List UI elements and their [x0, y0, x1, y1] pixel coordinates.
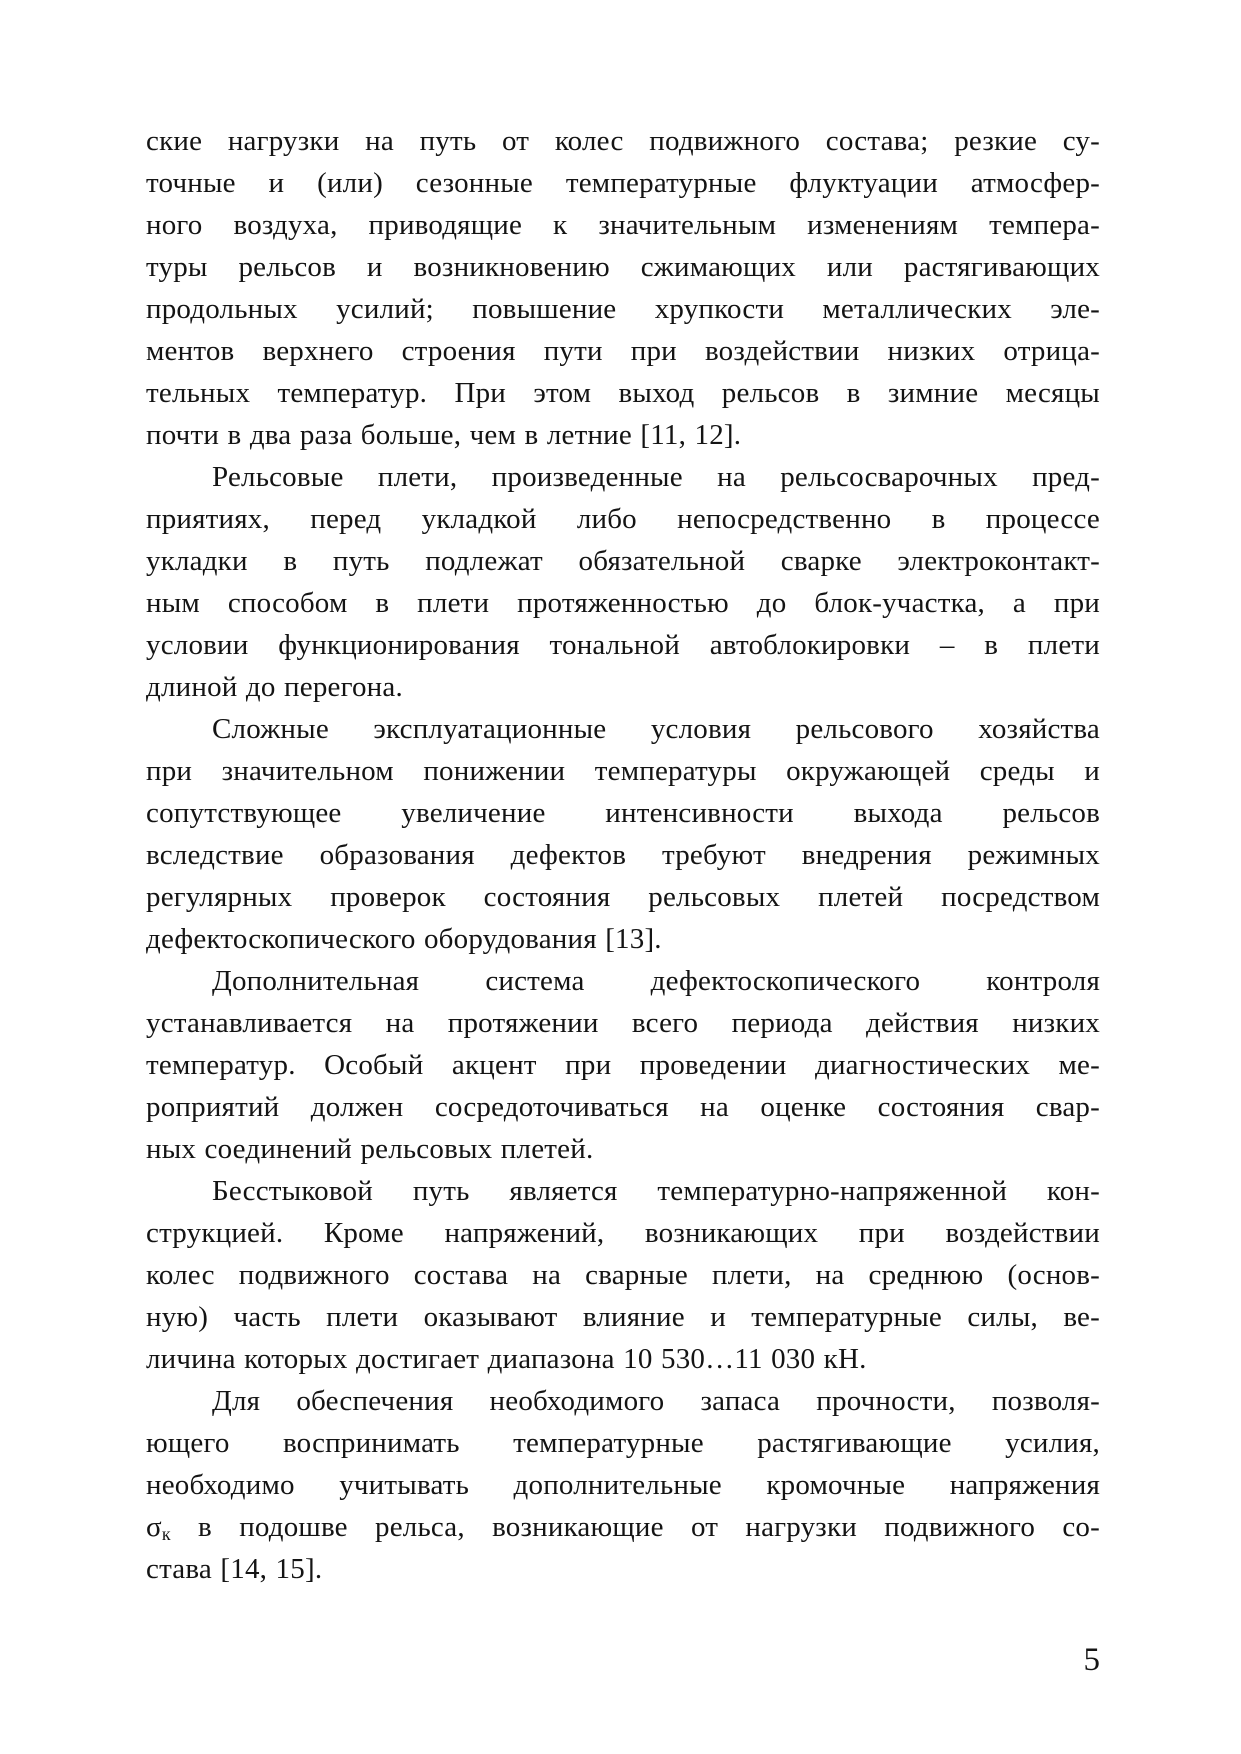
- text-line: Сложные эксплуатационные условия рельсового хозяйства: [212, 713, 1100, 745]
- text-line: туры рельсов и возникновению сжимающих или растягивающих: [146, 251, 1100, 283]
- paragraph: [146, 960, 1100, 1170]
- text-line: при значительном понижении температуры окружающей среды и: [146, 755, 1100, 787]
- text-line: става [14, 15].: [146, 1553, 323, 1585]
- text-line: ские нагрузки на путь от колес подвижного состава; резкие су-: [146, 125, 1100, 157]
- text-line: продольных усилий; повышение хрупкости металлических эле-: [146, 293, 1100, 325]
- text-line: личина которых достигает диапазона 10 530…11 030 кН.: [146, 1343, 867, 1375]
- body-text: [146, 120, 1100, 1590]
- text-line: вследствие образования дефектов требуют внедрения режимных: [146, 839, 1100, 871]
- text-line: $\sigma_к$ в подошве рельса, возникающие от нагрузки подвижного со-: [146, 1511, 1100, 1544]
- text-line: устанавливается на протяжении всего периода действия низких: [146, 1007, 1100, 1039]
- text-line: приятиях, перед укладкой либо непосредственно в процессе: [146, 503, 1100, 535]
- text-line: Рельсовые плети, произведенные на рельсосварочных пред-: [212, 461, 1100, 493]
- page-number: 5: [1083, 1642, 1100, 1678]
- text-line: ментов верхнего строения пути при воздействии низких отрица-: [146, 335, 1100, 367]
- text-line: Бесстыковой путь является температурно-напряженной кон-: [212, 1175, 1100, 1207]
- text-line: условии функционирования тональной автоблокировки – в плети: [146, 629, 1100, 661]
- text-line: Дополнительная система дефектоскопического контроля: [212, 965, 1100, 997]
- text-line: Для обеспечения необходимого запаса прочности, позволя-: [212, 1385, 1100, 1417]
- paragraph: [146, 708, 1100, 960]
- text-line: точные и (или) сезонные температурные флуктуации атмосфер-: [146, 167, 1100, 199]
- text-line: тельных температур. При этом выход рельсов в зимние месяцы: [146, 377, 1100, 409]
- text-line: ющего воспринимать температурные растягивающие усилия,: [146, 1427, 1100, 1459]
- text-line: ным способом в плети протяженностью до блок-участка, а при: [146, 587, 1100, 619]
- text-line: необходимо учитывать дополнительные кромочные напряжения: [146, 1469, 1100, 1501]
- text-line: роприятий должен сосредоточиваться на оценке состояния свар-: [146, 1091, 1100, 1123]
- paragraph: [146, 1170, 1100, 1380]
- text-line: укладки в путь подлежат обязательной сварке электроконтакт-: [146, 545, 1100, 577]
- text-line: струкцией. Кроме напряжений, возникающих при воздействии: [146, 1217, 1100, 1249]
- text-line: сопутствующее увеличение интенсивности выхода рельсов: [146, 797, 1100, 829]
- text-line: ную) часть плети оказывают влияние и температурные силы, ве-: [146, 1301, 1100, 1333]
- text-line: ного воздуха, приводящие к значительным изменениям темпера-: [146, 209, 1100, 241]
- text-line: почти в два раза больше, чем в летние [11, 12].: [146, 419, 742, 451]
- paragraph: [146, 1380, 1100, 1590]
- paragraph: [146, 456, 1100, 708]
- text-line: температур. Особый акцент при проведении диагностических ме-: [146, 1049, 1100, 1081]
- text-line: дефектоскопического оборудования [13].: [146, 923, 662, 955]
- paragraph: [146, 120, 1100, 456]
- text-line: колес подвижного состава на сварные плети, на среднюю (основ-: [146, 1259, 1100, 1291]
- text-line: регулярных проверок состояния рельсовых плетей посредством: [146, 881, 1100, 913]
- text-line: длиной до перегона.: [146, 671, 403, 703]
- text-line: ных соединений рельсовых плетей.: [146, 1133, 594, 1165]
